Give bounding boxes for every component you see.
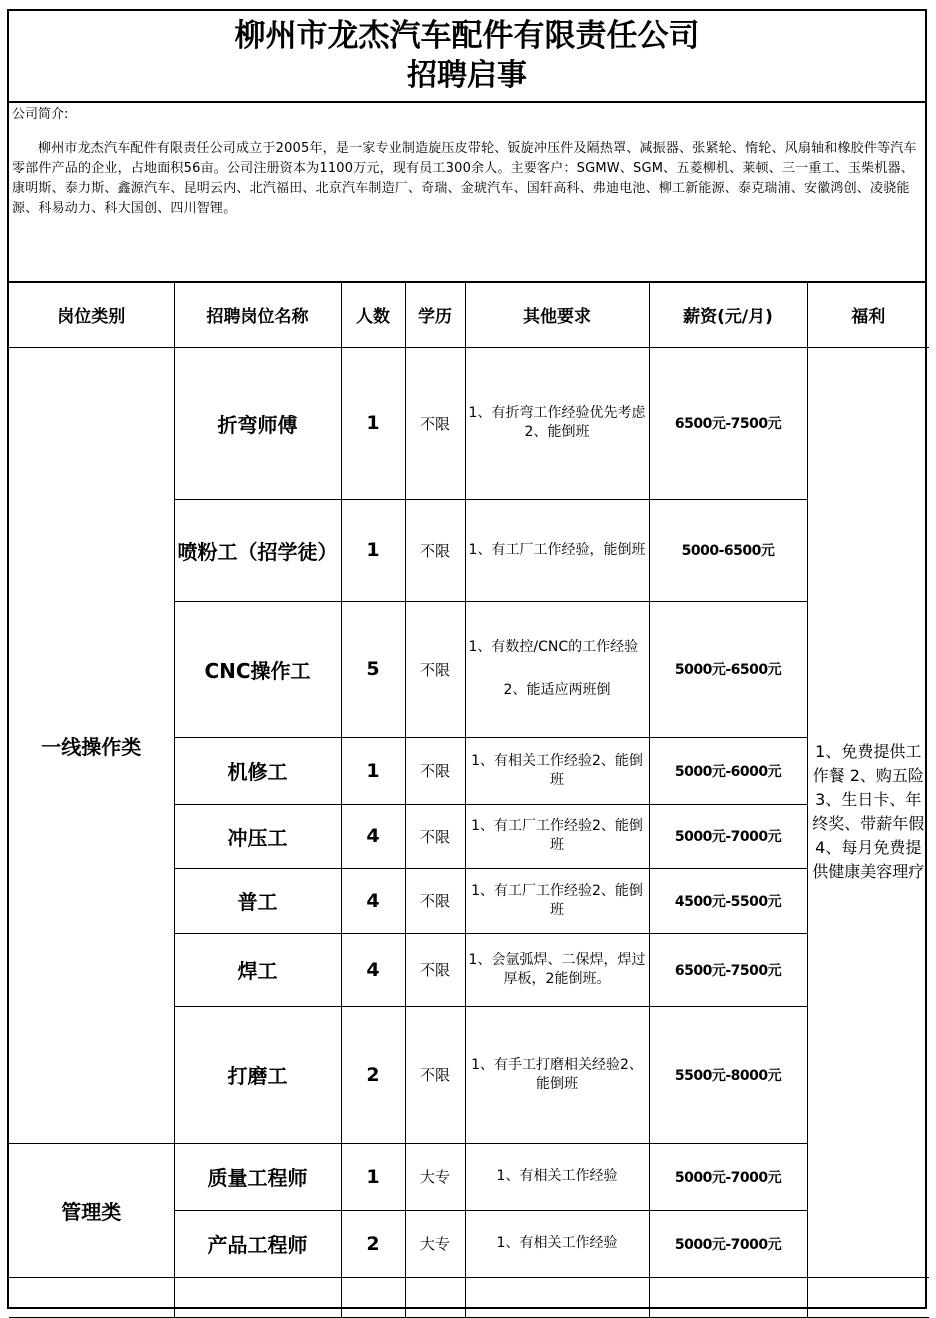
education: 不限: [405, 933, 465, 1006]
education: 不限: [405, 499, 465, 601]
table-row: [9, 1143, 929, 1210]
header-count: 人数: [341, 283, 405, 347]
requirements: 1、有工厂工作经验2、能倒班: [465, 868, 649, 933]
header-salary: 薪资(元/月): [649, 283, 807, 347]
salary: 4500元-5500元: [649, 868, 807, 933]
position-name: 机修工: [174, 737, 341, 804]
position-name: CNC操作工: [174, 601, 341, 737]
education: 不限: [405, 804, 465, 868]
headcount: 2: [341, 1006, 405, 1143]
salary: 6500元-7500元: [649, 347, 807, 499]
notice-title: 招聘启事: [407, 58, 527, 93]
requirements: 1、有相关工作经验2、能倒班: [465, 737, 649, 804]
table-header-row: [9, 283, 929, 347]
company-intro: [9, 103, 925, 283]
education: 大专: [405, 1143, 465, 1210]
position-name: 喷粉工（招学徒）: [174, 499, 341, 601]
requirement-line: 2、能适应两班倒: [503, 682, 611, 698]
company-title: 柳州市龙杰汽车配件有限责任公司: [234, 18, 700, 54]
requirements: 1、会氩弧焊、二保焊，焊过厚板，2能倒班。: [465, 933, 649, 1006]
salary: 5000元-6000元: [649, 737, 807, 804]
position-name: 打磨工: [174, 1006, 341, 1143]
header-education: 学历: [405, 283, 465, 347]
education: 不限: [405, 868, 465, 933]
recruitment-sheet: [7, 9, 927, 1309]
salary: 5000元-7000元: [649, 1143, 807, 1210]
intro-label: 公司简介:: [12, 107, 69, 122]
salary: 6500元-7500元: [649, 933, 807, 1006]
requirements: 1、有相关工作经验: [465, 1143, 649, 1210]
requirement-line: 1、有数控/CNC的工作经验: [468, 639, 639, 655]
intro-body: 柳州市龙杰汽车配件有限责任公司成立于2005年，是一家专业制造旋压皮带轮、钣旋冲压件及隔热罩、减振器、张紧轮、惰轮、风扇轴和橡胶件等汽车零部件产品的企业，占地面积56亩。公司注册资本为1100万元，现有员工300余人。主要客户：SGMW、SGM、五菱柳机、莱顿、三一重工、玉柴机器、康明斯、泰力斯、鑫源汽车、昆明云内、北汽福田、北京汽车制造厂、奇瑞、金琥汽车、国轩高科、弗迪电池、柳工新能源、泰克瑞浦、安徽鸿创、凌骁能源、科易动力、科大国创、四川智锂。: [12, 141, 917, 216]
salary: 5000-6500元: [649, 499, 807, 601]
headcount: 5: [341, 601, 405, 737]
table-row-cutoff: [9, 1277, 929, 1317]
requirements: 1、有工厂工作经验，能倒班: [465, 499, 649, 601]
position-name: 折弯师傅: [174, 347, 341, 499]
position-name: 质量工程师: [174, 1143, 341, 1210]
table-row: [9, 347, 929, 499]
title-block: [9, 11, 925, 103]
requirements: 1、有手工打磨相关经验2、能倒班: [465, 1006, 649, 1143]
headcount: 4: [341, 868, 405, 933]
headcount: 1: [341, 499, 405, 601]
position-name: 冲压工: [174, 804, 341, 868]
education: 不限: [405, 737, 465, 804]
header-position: 招聘岗位名称: [174, 283, 341, 347]
category-frontline: 一线操作类: [9, 347, 174, 1143]
requirements: [465, 601, 649, 737]
requirements: 1、有相关工作经验: [465, 1210, 649, 1277]
headcount: 4: [341, 804, 405, 868]
education: 不限: [405, 347, 465, 499]
headcount: 1: [341, 737, 405, 804]
position-name: 焊工: [174, 933, 341, 1006]
headcount: 1: [341, 347, 405, 499]
education: 大专: [405, 1210, 465, 1277]
header-benefits: 福利: [807, 283, 929, 347]
position-name: 普工: [174, 868, 341, 933]
position-name: 产品工程师: [174, 1210, 341, 1277]
salary: 5000元-7000元: [649, 1210, 807, 1277]
education: 不限: [405, 1006, 465, 1143]
category-management: 管理类: [9, 1143, 174, 1277]
requirements: 1、有工厂工作经验2、能倒班: [465, 804, 649, 868]
headcount: 1: [341, 1143, 405, 1210]
headcount: 2: [341, 1210, 405, 1277]
education: 不限: [405, 601, 465, 737]
salary: 5000元-7000元: [649, 804, 807, 868]
requirements: 1、有折弯工作经验优先考虑 2、能倒班: [465, 347, 649, 499]
benefits: 1、免费提供工作餐 2、购五险 3、生日卡、年终奖、带薪年假 4、每月免费提供健康美容理疗: [807, 347, 929, 1277]
headcount: 4: [341, 933, 405, 1006]
job-table: [9, 283, 929, 1318]
header-requirements: 其他要求: [465, 283, 649, 347]
header-category: 岗位类别: [9, 283, 174, 347]
salary: 5000元-6500元: [649, 601, 807, 737]
salary: 5500元-8000元: [649, 1006, 807, 1143]
